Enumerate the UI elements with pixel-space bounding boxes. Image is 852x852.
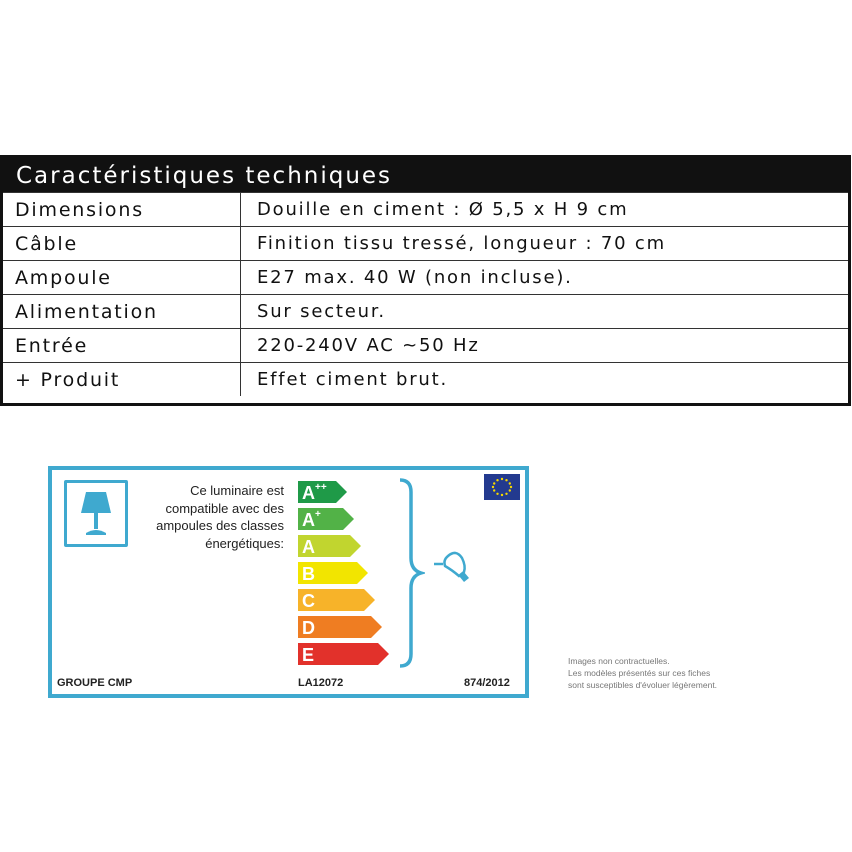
spec-table-title: Caractéristiques techniques bbox=[3, 158, 848, 192]
energy-class-arrow bbox=[298, 508, 354, 530]
energy-class-letter: A bbox=[302, 537, 315, 557]
spec-row-dimensions bbox=[3, 192, 848, 226]
spec-row-ampoule bbox=[3, 260, 848, 294]
model-number: LA12072 bbox=[298, 677, 344, 689]
compatibility-line: compatible avec des bbox=[165, 500, 284, 516]
compatibility-line: ampoules des classes bbox=[156, 518, 284, 533]
energy-class-letter: A bbox=[302, 483, 315, 503]
energy-class-letter: E bbox=[302, 645, 315, 665]
spec-label: Alimentation bbox=[3, 295, 241, 328]
spec-value: Effet ciment brut. bbox=[257, 369, 449, 390]
compatibility-line: énergétiques: bbox=[205, 535, 284, 551]
energy-class-letter: B bbox=[302, 564, 315, 584]
bulb-icon bbox=[434, 550, 474, 584]
spec-label: Dimensions bbox=[3, 193, 241, 226]
spec-value: Finition tissu tressé, longueur : 70 cm bbox=[257, 233, 666, 254]
compatibility-text bbox=[132, 482, 284, 552]
energy-class-arrow bbox=[298, 643, 389, 665]
eu-flag-icon bbox=[484, 474, 520, 500]
energy-class-letter: D bbox=[302, 618, 315, 638]
regulation-number: 874/2012 bbox=[464, 677, 510, 689]
spec-value: E27 max. 40 W (non incluse). bbox=[257, 267, 573, 288]
lamp-icon bbox=[64, 480, 128, 547]
spec-value: 220-240V AC ~50 Hz bbox=[257, 335, 480, 356]
bracket-icon bbox=[397, 478, 425, 668]
disclaimer-line: Les modèles présentés sur ces fiches bbox=[568, 668, 711, 678]
spec-label: + Produit bbox=[3, 363, 241, 396]
disclaimer-line: sont susceptibles d'évoluer légèrement. bbox=[568, 680, 718, 690]
disclaimer bbox=[568, 655, 768, 691]
spec-value: Sur secteur. bbox=[257, 301, 386, 322]
spec-row-entree bbox=[3, 328, 848, 362]
spec-value: Douille en ciment : Ø 5,5 x H 9 cm bbox=[257, 199, 629, 220]
energy-class-letter: A bbox=[302, 510, 315, 530]
spec-row-produit bbox=[3, 362, 848, 396]
spec-row-alimentation bbox=[3, 294, 848, 328]
spec-label: Câble bbox=[3, 227, 241, 260]
energy-label bbox=[48, 466, 529, 698]
energy-class-scale bbox=[298, 479, 393, 669]
spec-row-cable bbox=[3, 226, 848, 260]
energy-class-arrow bbox=[298, 589, 375, 611]
energy-class-arrow bbox=[298, 562, 368, 584]
energy-class-superscript: ++ bbox=[315, 482, 327, 493]
energy-class-arrow bbox=[298, 481, 347, 503]
supplier-name: GROUPE CMP bbox=[57, 677, 133, 689]
energy-class-letter: C bbox=[302, 591, 315, 611]
spec-table bbox=[0, 155, 851, 406]
disclaimer-line: Images non contractuelles. bbox=[568, 656, 670, 666]
energy-class-superscript: + bbox=[315, 509, 321, 520]
compatibility-line: Ce luminaire est bbox=[190, 483, 284, 498]
energy-class-arrow bbox=[298, 616, 382, 638]
spec-label: Entrée bbox=[3, 329, 241, 362]
spec-label: Ampoule bbox=[3, 261, 241, 294]
energy-class-arrow bbox=[298, 535, 361, 557]
